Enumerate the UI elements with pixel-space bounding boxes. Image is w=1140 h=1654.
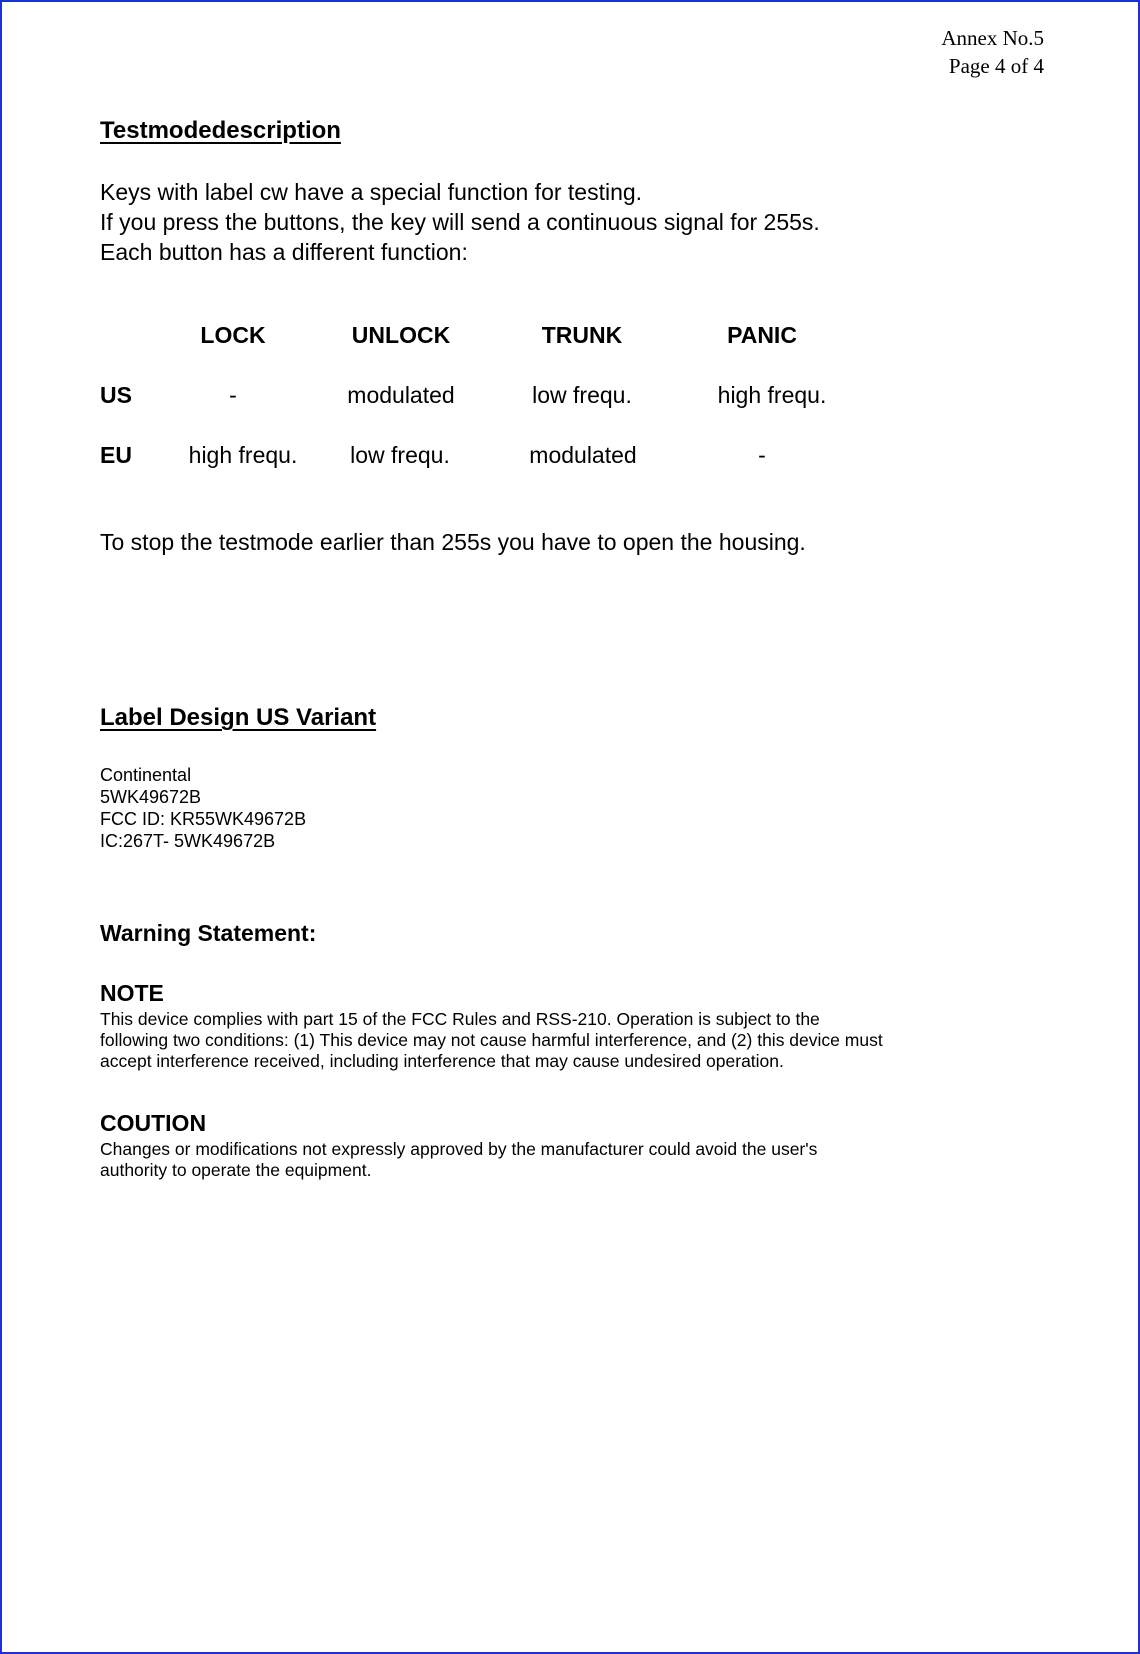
table-cell: low frequ. — [350, 442, 450, 468]
annex-number: Annex No.5 — [941, 26, 1044, 50]
note-title: NOTE — [100, 980, 164, 1006]
testmode-description — [100, 177, 820, 267]
note-line: accept interference received, including interference that may cause undesired operation. — [100, 1051, 784, 1071]
note-line: This device complies with part 15 of the FCC Rules and RSS-210. Operation is subject to the — [100, 1009, 820, 1029]
testmode-line: If you press the buttons, the key will send a continuous signal for 255s. — [100, 209, 820, 235]
note-text — [100, 1009, 883, 1072]
table-cell: modulated — [529, 442, 637, 468]
column-header-trunk: TRUNK — [541, 322, 623, 348]
label-design-title: Label Design US Variant — [100, 704, 377, 731]
caution-line: authority to operate the equipment. — [100, 1160, 372, 1180]
table-cell: modulated — [347, 382, 455, 408]
page-number: Page 4 of 4 — [948, 54, 1044, 78]
column-header-unlock: UNLOCK — [351, 322, 451, 348]
table-cell: - — [229, 382, 237, 408]
function-table — [100, 322, 860, 482]
caution-text — [100, 1139, 817, 1181]
label-line: Continental — [100, 765, 192, 785]
table-cell: high frequ. — [188, 442, 298, 468]
note-line: following two conditions: (1) This device may not cause harmful interference, and (2) this device must — [100, 1030, 883, 1050]
table-cell: - — [758, 442, 766, 468]
caution-line: Changes or modifications not expressly approved by the manufacturer could avoid the user's — [100, 1139, 818, 1159]
page-header — [941, 24, 1044, 80]
testmode-line: Each button has a different function: — [100, 239, 468, 265]
row-label-eu: EU — [100, 442, 132, 468]
label-design-lines — [100, 764, 306, 852]
column-header-lock: LOCK — [200, 322, 266, 348]
column-header-panic: PANIC — [727, 322, 797, 348]
table-cell: low frequ. — [532, 382, 632, 408]
table-cell: high frequ. — [717, 382, 827, 408]
row-label-us: US — [100, 382, 132, 408]
label-line: FCC ID: KR55WK49672B — [100, 809, 307, 829]
label-line: IC:267T- 5WK49672B — [100, 831, 276, 851]
testmode-line: Keys with label cw have a special function for testing. — [100, 179, 643, 205]
testmode-title: Testmodedescription — [100, 117, 341, 144]
warning-title: Warning Statement: — [100, 920, 317, 946]
label-line: 5WK49672B — [100, 787, 202, 807]
stop-testmode-note: To stop the testmode earlier than 255s you have to open the housing. — [100, 529, 806, 555]
caution-title: COUTION — [100, 1110, 207, 1136]
